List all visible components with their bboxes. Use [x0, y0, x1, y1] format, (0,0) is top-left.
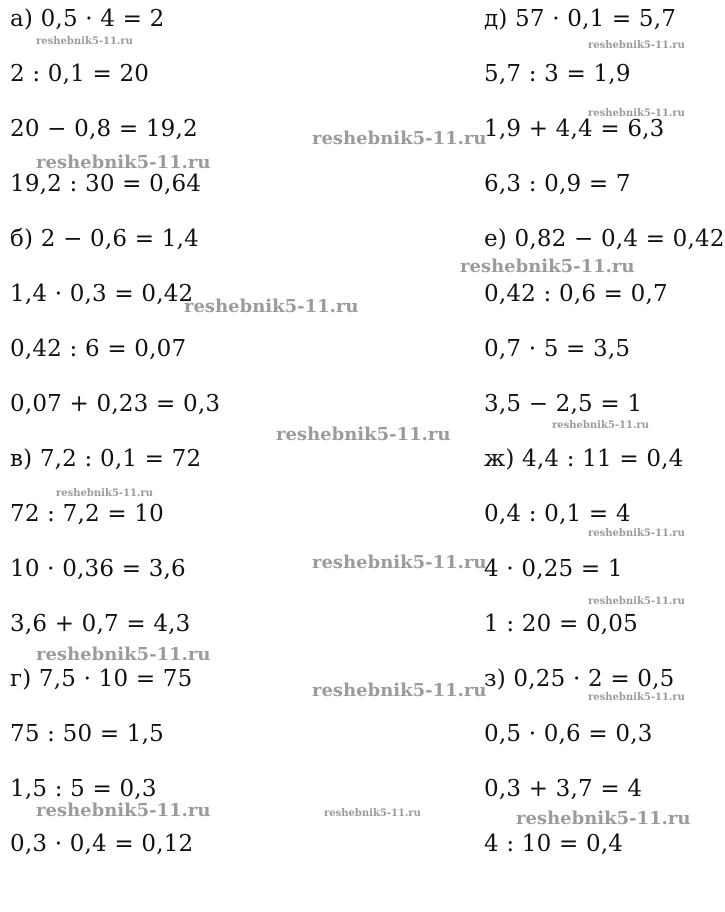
equation-line: 0,42 : 0,6 = 0,7 — [484, 281, 668, 307]
watermark: reshebnik5-11.ru — [184, 296, 359, 317]
equation-line: 3,5 − 2,5 = 1 — [484, 391, 643, 417]
equation-line: 19,2 : 30 = 0,64 — [10, 171, 202, 197]
watermark: reshebnik5-11.ru — [36, 152, 211, 173]
equation-line: б) 2 − 0,6 = 1,4 — [10, 226, 199, 252]
equation-line: 20 − 0,8 = 19,2 — [10, 116, 198, 142]
equation-line: д) 57 · 0,1 = 5,7 — [484, 6, 677, 32]
equation-line: 0,4 : 0,1 = 4 — [484, 501, 631, 527]
watermark: reshebnik5-11.ru — [588, 528, 685, 539]
equation-line: 4 · 0,25 = 1 — [484, 556, 623, 582]
equation-line: 1,5 : 5 = 0,3 — [10, 776, 157, 802]
watermark: reshebnik5-11.ru — [312, 552, 487, 573]
equation-line: 1,4 · 0,3 = 0,42 — [10, 281, 194, 307]
equation-line: 0,5 · 0,6 = 0,3 — [484, 721, 653, 747]
equation-line: е) 0,82 − 0,4 = 0,42 — [484, 226, 725, 252]
equation-line: 75 : 50 = 1,5 — [10, 721, 164, 747]
watermark: reshebnik5-11.ru — [36, 644, 211, 665]
equation-line: г) 7,5 · 10 = 75 — [10, 666, 193, 692]
equation-line: 6,3 : 0,9 = 7 — [484, 171, 631, 197]
equation-line: 5,7 : 3 = 1,9 — [484, 61, 631, 87]
watermark: reshebnik5-11.ru — [36, 36, 133, 47]
watermark: reshebnik5-11.ru — [312, 680, 487, 701]
equation-line: а) 0,5 · 4 = 2 — [10, 6, 165, 32]
watermark: reshebnik5-11.ru — [588, 692, 685, 703]
watermark: reshebnik5-11.ru — [588, 596, 685, 607]
watermark: reshebnik5-11.ru — [516, 808, 691, 829]
equation-line: 0,42 : 6 = 0,07 — [10, 336, 187, 362]
equation-line: з) 0,25 · 2 = 0,5 — [484, 666, 675, 692]
watermark: reshebnik5-11.ru — [552, 420, 649, 431]
watermark: reshebnik5-11.ru — [36, 800, 211, 821]
equation-line: в) 7,2 : 0,1 = 72 — [10, 446, 202, 472]
watermark: reshebnik5-11.ru — [588, 40, 685, 51]
equation-line: 72 : 7,2 = 10 — [10, 501, 164, 527]
equation-line: 0,7 · 5 = 3,5 — [484, 336, 631, 362]
equation-line: 0,3 + 3,7 = 4 — [484, 776, 643, 802]
equation-line: 0,3 · 0,4 = 0,12 — [10, 831, 194, 857]
equation-line: 2 : 0,1 = 20 — [10, 61, 150, 87]
watermark: reshebnik5-11.ru — [312, 128, 487, 149]
equation-line: 1 : 20 = 0,05 — [484, 611, 638, 637]
equation-line: 4 : 10 = 0,4 — [484, 831, 624, 857]
watermark: reshebnik5-11.ru — [588, 108, 685, 119]
watermark: reshebnik5-11.ru — [324, 808, 421, 819]
watermark: reshebnik5-11.ru — [276, 424, 451, 445]
equation-line: 0,07 + 0,23 = 0,3 — [10, 391, 221, 417]
equation-line: 10 · 0,36 = 3,6 — [10, 556, 186, 582]
equation-line: 3,6 + 0,7 = 4,3 — [10, 611, 191, 637]
equation-line: ж) 4,4 : 11 = 0,4 — [484, 446, 684, 472]
watermark: reshebnik5-11.ru — [56, 488, 153, 499]
watermark: reshebnik5-11.ru — [460, 256, 635, 277]
equation-line: 1,9 + 4,4 = 6,3 — [484, 116, 665, 142]
